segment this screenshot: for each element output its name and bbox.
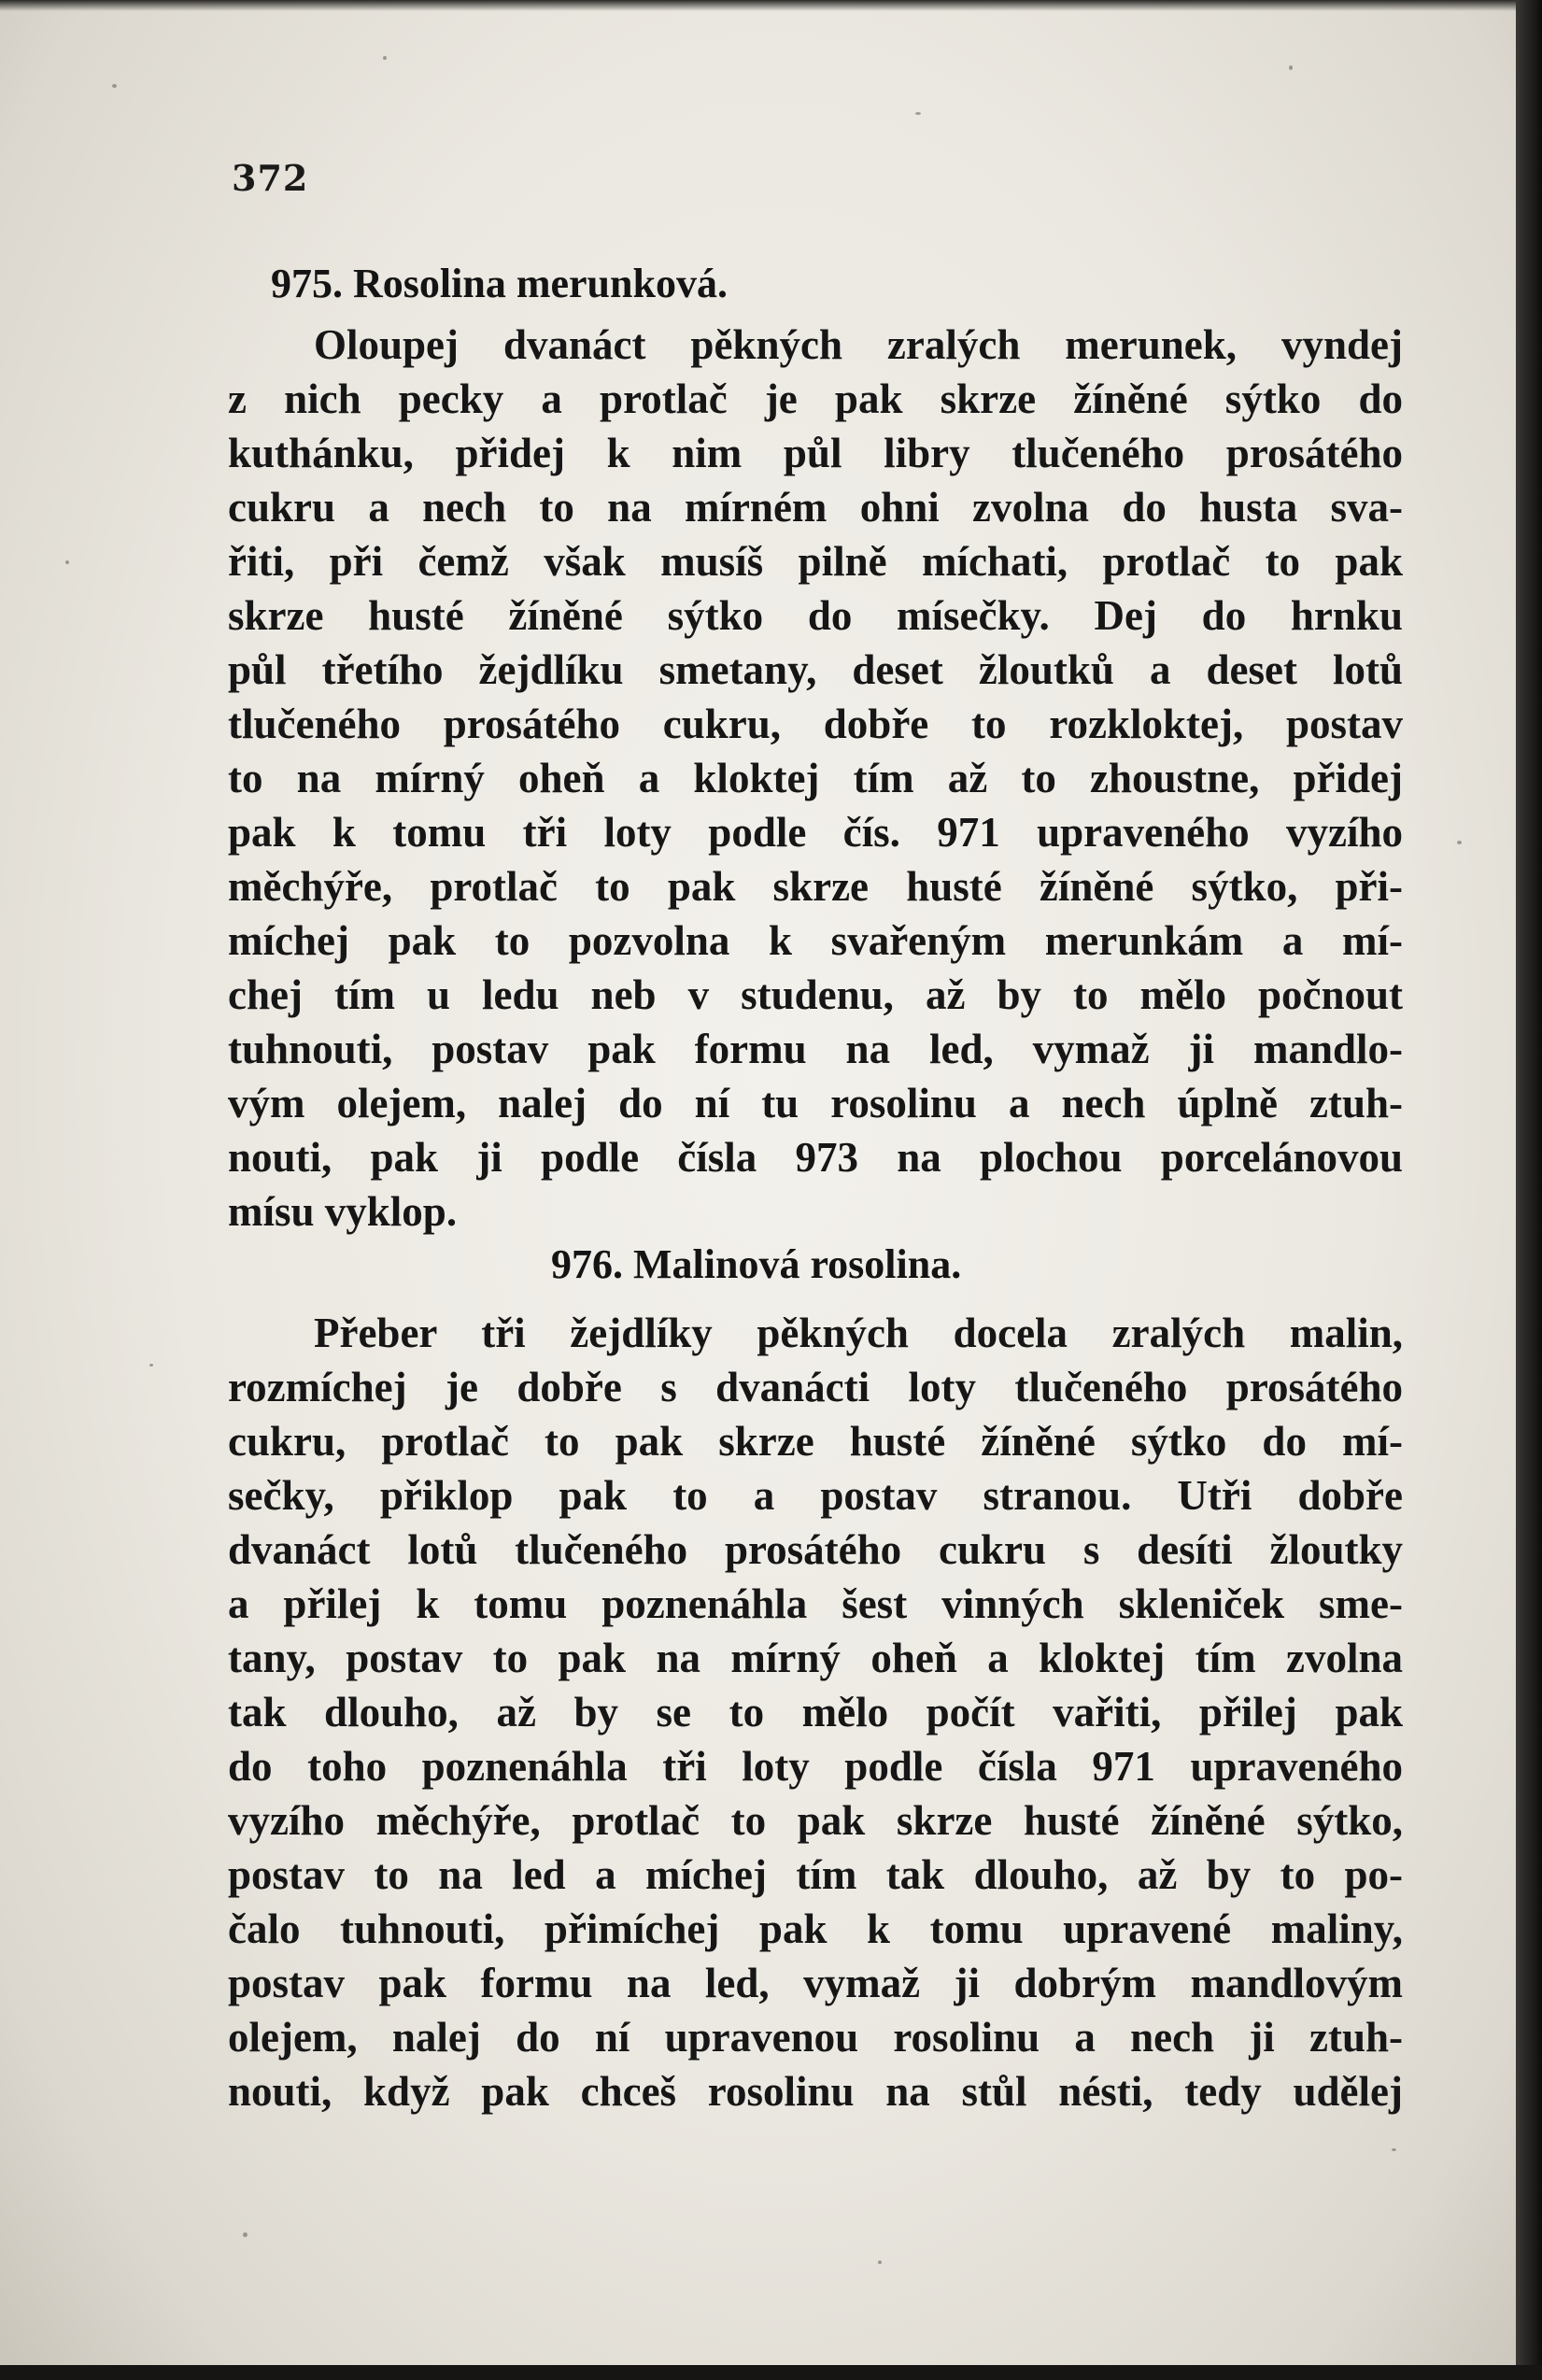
- text-line: půl třetího žejdlíku smetany, deset žloutků a deset lotů: [228, 646, 1403, 693]
- scan-edge-right: [1516, 0, 1542, 2380]
- text-line: dvanáct lotů tlučeného prosátého cukru s desíti žloutky: [228, 1526, 1403, 1573]
- text-line: tuhnouti, postav pak formu na led, vymaž ji mandlo-: [228, 1026, 1403, 1072]
- page-number: 372: [232, 157, 309, 199]
- text-line: vým olejem, nalej do ní tu rosolinu a nech úplně ztuh-: [228, 1080, 1403, 1126]
- text-line: mísu vyklop.: [228, 1188, 458, 1235]
- text-line: měchýře, protlač to pak skrze husté žíněné sýtko, při-: [228, 863, 1403, 910]
- text-line: postav to na led a míchej tím tak dlouho, až by to po-: [228, 1851, 1403, 1898]
- text-line: skrze husté žíněné sýtko do mísečky. Dej do hrnku: [228, 592, 1403, 639]
- text-line: tak dlouho, až by se to mělo počít vařiti, přilej pak: [228, 1689, 1403, 1735]
- text-line: míchej pak to pozvolna k svařeným merunkám a mí-: [228, 917, 1403, 964]
- speckle: [65, 560, 69, 564]
- text-line: řiti, při čemž však musíš pilně míchati, protlač to pak: [228, 538, 1403, 585]
- text-line: sečky, přiklop pak to a postav stranou. Utři dobře: [228, 1472, 1403, 1519]
- text-line: nouti, pak ji podle čísla 973 na plochou porcelánovou: [228, 1134, 1403, 1181]
- recipe-heading-975: 975. Rosolina merunková.: [271, 261, 728, 306]
- text-line: cukru a nech to na mírném ohni zvolna do husta sva-: [228, 484, 1403, 531]
- text-line: tany, postav to pak na mírný oheň a kloktej tím zvolna: [228, 1635, 1403, 1681]
- text-line: cukru, protlač to pak skrze husté žíněné sýtko do mí-: [228, 1418, 1403, 1465]
- text-line: z nich pecky a protlač je pak skrze žíněné sýtko do: [228, 375, 1403, 422]
- speckle: [878, 2260, 882, 2264]
- text-line: rozmíchej je dobře s dvanácti loty tlučeného prosátého: [228, 1364, 1403, 1410]
- text-line: chej tím u ledu neb v studenu, až by to mělo počnout: [228, 971, 1403, 1018]
- text-line: vyzího měchýře, protlač to pak skrze husté žíněné sýtko,: [228, 1797, 1403, 1844]
- speckle: [1457, 841, 1462, 844]
- text-line: a přilej k tomu poznenáhla šest vinných skleniček sme-: [228, 1580, 1403, 1627]
- speckle: [1289, 65, 1293, 70]
- text-line: do toho poznenáhla tři loty podle čísla 971 upraveného: [228, 1743, 1403, 1790]
- scan-edge-bottom: [0, 2365, 1542, 2380]
- text-line: kuthánku, přidej k nim půl libry tlučeného prosátého: [228, 430, 1403, 476]
- recipe-heading-976: 976. Malinová rosolina.: [551, 1241, 962, 1287]
- text-line: čalo tuhnouti, přimíchej pak k tomu upravené maliny,: [228, 1905, 1403, 1952]
- text-line: pak k tomu tři loty podle čís. 971 upraveného vyzího: [228, 809, 1403, 856]
- scan-edge-top: [0, 0, 1542, 11]
- speckle: [915, 112, 921, 115]
- text-line: to na mírný oheň a kloktej tím až to zhoustne, přidej: [228, 755, 1403, 801]
- speckle: [149, 1364, 153, 1367]
- text-line: olejem, nalej do ní upravenou rosolinu a nech ji ztuh-: [228, 2014, 1403, 2061]
- text-line: Přeber tři žejdlíky pěkných docela zralých malin,: [314, 1310, 1403, 1356]
- speckle: [383, 56, 387, 60]
- speckle: [112, 84, 117, 88]
- speckle: [243, 2232, 248, 2237]
- speckle: [1392, 2148, 1396, 2151]
- text-line: nouti, když pak chceš rosolinu na stůl nésti, tedy udělej: [228, 2068, 1403, 2115]
- text-line: tlučeného prosátého cukru, dobře to rozkloktej, postav: [228, 701, 1403, 747]
- text-line: postav pak formu na led, vymaž ji dobrým mandlovým: [228, 1960, 1403, 2006]
- text-line: Oloupej dvanáct pěkných zralých merunek, vyndej: [314, 321, 1403, 368]
